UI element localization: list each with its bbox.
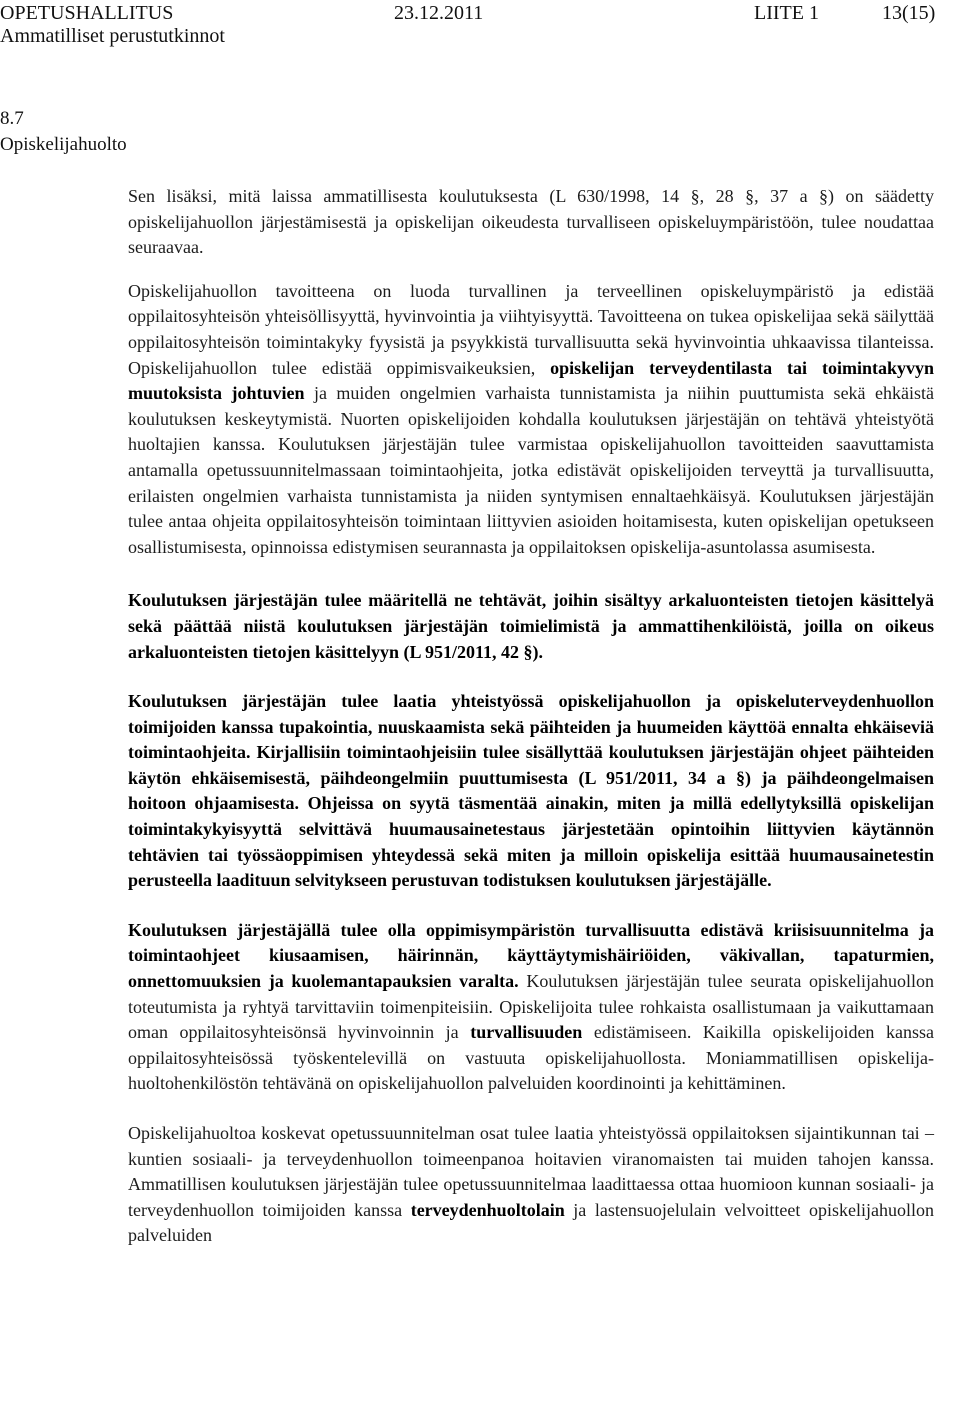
bold-text-run: terveydenhuoltolain (410, 1199, 565, 1220)
bold-text-run: turvallisuuden (470, 1022, 583, 1043)
text-run: Koulutuksen järjestäjän tulee seurata opiskelijahuollon toteutumista ja ryhtyä tarvittaviin toimenpiteisiin. Opiskelijoita tulee rohkaista osallistumaan ja vaikuttamaan oman oppilaitosyhteisönsä hyvinvoinnin ja (128, 971, 934, 1043)
paragraph (128, 1121, 934, 1249)
header-organization: OPETUSHALLITUS (0, 2, 174, 24)
section-title: Opiskelijahuolto (0, 134, 127, 155)
text-run: Opiskelijahuoltoa koskevat opetussuunnitelman osat tulee laatia yhteistyössä oppilaitoksen sijaintikunnan tai –kuntien sosiaali- ja terveydenhuollon toimeenpanoa hoitavien viranomaisten tai muiden tahojen kanssa. Ammatillisen koulutuksen järjestäjän tulee opetussuunnitelmaa laadittaessa ottaa huomioon kunnan sosiaali- ja terveydenhuollon toimijoiden kanssa (128, 1123, 934, 1220)
bold-text-run: opiskelijan terveydentilasta tai toimintakyvyn muutoksista johtuvien (128, 357, 934, 404)
bold-paragraph: Koulutuksen järjestäjän tulee laatia yhteistyössä opiskelijahuollon ja opiskeluterveydenhuollon toimijoiden kanssa tupakointia, nuuskaamista sekä päihteiden ja huumeiden käyttöä ennalta ehkäiseviä toimintaohjeita. Kirjallisiin toimintaohjeisiin tulee sisällyttää koulutuksen järjestäjän ohjeet päihteiden käytön ehkäisemisestä, päihdeongelmiin puuttumisesta (L 951/2011, 34 a §) ja päihdeongelmaisen hoitoon ohjaamisesta. Ohjeissa on syytä täsmentää ainakin, miten ja millä edellytyksillä opiskelijan toimintakykyisyyttä selvittävä huumausainetestaus järjestetään opintoihin liittyvien käytännön tehtävien tai työssäoppimisen yhteydessä sekä miten ja milloin opiskelija esittää huumausainetestin perusteella laadituun selvitykseen perustuvan todistuksen koulutuksen järjestäjälle. (128, 691, 934, 891)
header-subtitle: Ammatilliset perustutkinnot (0, 25, 225, 47)
text-run: ja lastensuojelulain velvoitteet opiskelijahuollon palveluiden (128, 1199, 934, 1246)
header-page-number: 13(15) (882, 2, 936, 24)
section-heading (0, 106, 127, 158)
section-number: 8.7 (0, 108, 24, 129)
page-header (0, 0, 960, 50)
header-date: 23.12.2011 (394, 2, 484, 24)
bold-paragraph: Koulutuksen järjestäjän tulee määritellä ne tehtävät, joihin sisältyy arkaluonteisten tietojen käsittelyä sekä päättää niistä koulutuksen järjestäjän toimielimistä ja ammattihenkilöistä, joilla on oikeus arkaluonteisten tietojen käsittelyyn (L 951/2011, 42 §). (128, 590, 934, 662)
text-run: ja muiden ongelmien varhaista tunnistamista ja niihin puuttumista sekä ehkäistä koulutuksen keskeytymistä. Nuorten opiskelijoiden kohdalla koulutuksen järjestäjän on tehtävä yhteistyötä huoltajien kanssa. Koulutuksen järjestäjän tulee varmistaa opiskelijahuollon tavoitteiden saavuttamista antamalla opetussuunnitelmassaan toimintaohjeita, jotka edistävät opiskelijoiden terveyttä ja turvallisuutta, erilaisten ongelmien varhaista tunnistamista ja niiden syntymisen ennaltaehkäisyä. Koulutuksen järjestäjän tulee antaa ohjeita oppilaitosyhteisön toimintaan liittyvien asioiden hoitamisesta, kuten opiskelijan opetukseen osallistumisesta, opinnoissa edistymisen seurannasta ja oppilaitoksen opiskelija-asuntolassa asumisesta. (128, 383, 934, 557)
body-text (128, 184, 934, 1249)
paragraph (128, 279, 934, 561)
text-run: Opiskelijahuollon tavoitteena on luoda turvallinen ja terveellinen opiskeluympäristö ja edistää oppilaitosyhteisön yhteisöllisyyttä, hyvinvointia ja viihtyisyyttä. Tavoitteena on tukea opiskelijaa sekä säilyttää oppilaitosyhteisön toimintakyky fyysistä ja psyykkistä turvallisuutta sekä hyvinvointia uhkaavissa tilanteissa. Opiskelijahuollon tulee edistää oppimisvaikeuksien, (128, 280, 934, 378)
paragraph: Sen lisäksi, mitä laissa ammatillisesta koulutuksesta (L 630/1998, 14 §, 28 §, 37 a §) on säädetty opiskelijahuollon järjestämisestä ja opiskelijan oikeudesta turvalliseen opiskeluympäristöön, tulee noudattaa seuraavaa. (128, 186, 934, 258)
bold-text-run: Koulutuksen järjestäjällä tulee olla oppimisympäristön turvallisuutta edistävä kriisisuunnitelma ja toimintaohjeet kiusaamisen, häirinnän, käyttäytymishäiriöiden, väkivallan, tapaturmien, onnettomuuksien ja kuolemantapauksien varalta. (128, 919, 934, 992)
paragraph (128, 918, 934, 1097)
text-run: edistämiseen. Kaikilla opiskelijoiden kanssa oppilaitosyhteisössä työskentelevillä on vastuuta opiskelijahuollosta. Moniammatillisen opiskelijahuoltohenkilöstön tehtävänä on opiskelijahuollon palveluiden koordinointi ja kehittäminen. (128, 1022, 934, 1094)
header-appendix: LIITE 1 (754, 2, 819, 24)
